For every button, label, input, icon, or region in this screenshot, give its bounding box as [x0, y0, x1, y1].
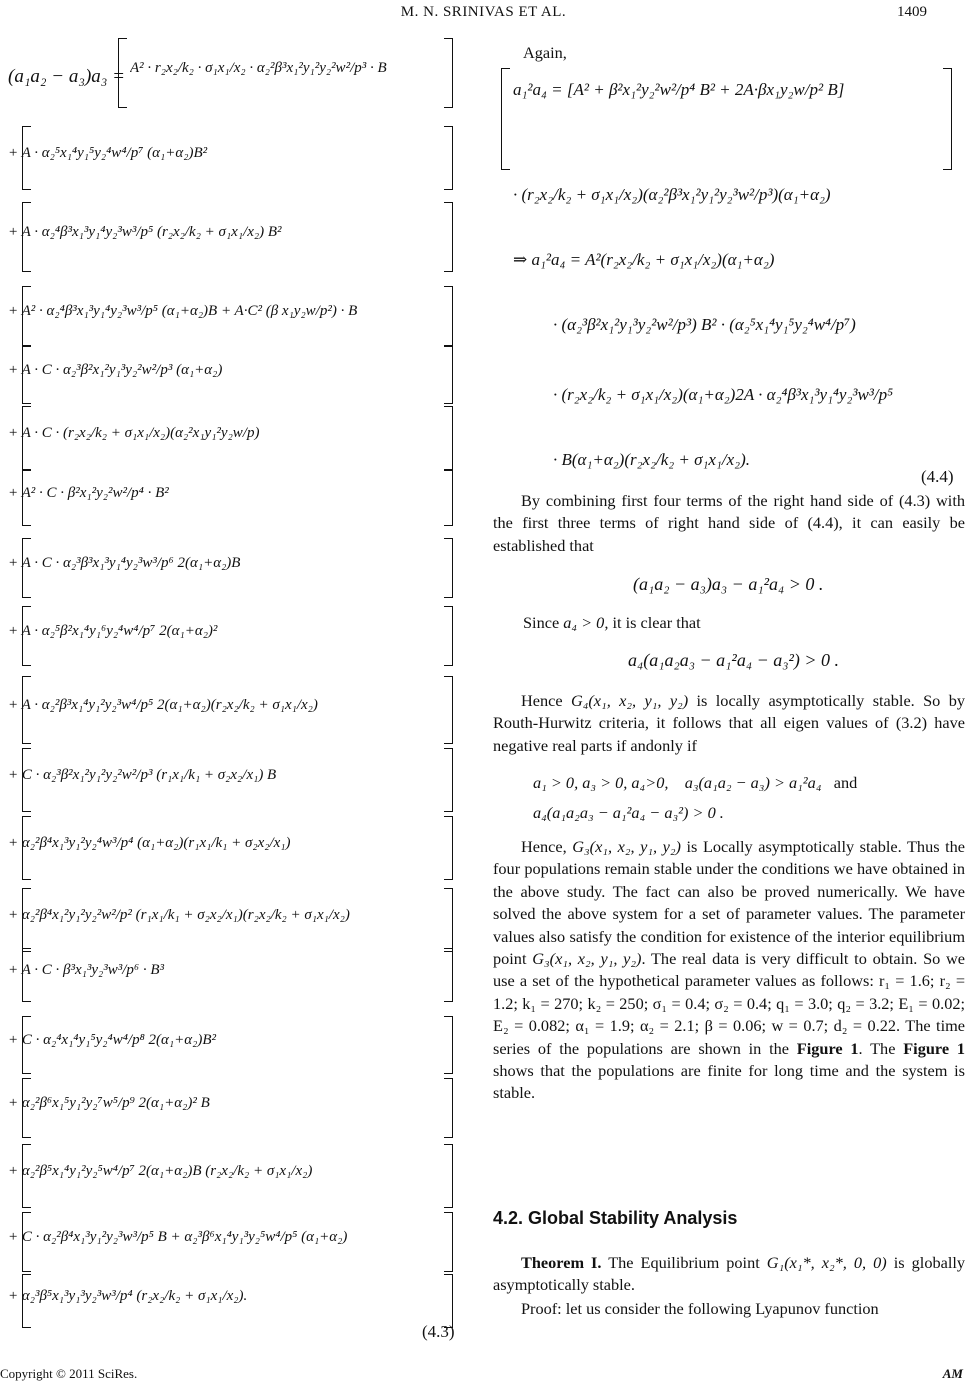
paragraph-since [523, 612, 963, 634]
hence-text: Hence [521, 691, 563, 710]
equation-label-4-3: (4.3) [422, 1322, 455, 1341]
equation-term: + A · α₂⁵x₁⁴y₁⁵y₂⁴w⁴/p⁷ (α₁+α₂)B² [8, 145, 208, 161]
equation-term: + A² · α₂⁴β³x₁³y₁⁴y₂³w³/p⁵ (α₁+α₂)B + A·C² (β x₁y₂w/p²) · B [8, 303, 358, 319]
since-suffix: it is clear that [612, 613, 701, 632]
term-bracket-right [444, 606, 453, 666]
term-bracket-right [444, 1016, 453, 1074]
inequality-2: a₄(a₁a₂a₃ − a₁²a₄ − a₃²) > 0 . [628, 650, 840, 670]
proof-paragraph: Proof: let us consider the following Lyapunov function [521, 1299, 879, 1318]
equation-term: + A · C · (r₂x₂/k₂ + σ₁x₁/x₂)(α₂²x₁y₁²y₂w/p) [8, 425, 260, 441]
term-bracket-right [444, 126, 453, 190]
equation-term: + α₂²β⁴x₁²y₁²y₂²w²/p² (r₁x₁/k₁ + σ₂x₂/x₁)(r₂x₂/k₂ + σ₁x₁/x₂) [8, 907, 350, 923]
page-number: 1409 [897, 4, 927, 20]
term-bracket-right [444, 948, 453, 1002]
conditions-line-2 [533, 802, 967, 824]
eq44-line4: · (α₂³β²x₁²y₁³y₂²w²/p³) B² · (α₂⁵x₁⁴y₁⁵y₂⁴w⁴/p⁷) [553, 315, 856, 334]
theorem-text-2: is globally asymptotically stable. [493, 1253, 966, 1295]
the-text: . The [858, 1038, 896, 1058]
again-label: Again, [523, 43, 567, 62]
condition-a: a₁ > 0, a₃ > 0, a₄>0, [533, 773, 669, 792]
equation-term: + α₂³β⁵x₁³y₁³y₂³w³/p⁴ (r₂x₂/k₂ + σ₁x₁/x₂). [8, 1288, 248, 1304]
g1-math: G₁(x₁*, x₂*, 0, 0) [766, 1253, 887, 1272]
term-bracket-right [444, 286, 453, 346]
term-bracket-right [444, 888, 453, 952]
equation-term: + A · α₂⁴β³x₁³y₁⁴y₂³w³/p⁵ (r₂x₂/k₂ + σ₁x₁/x₂) B² [8, 224, 282, 240]
condition-c: a₄(a₁a₂a₃ − a₁²a₄ − a₃²) > 0 . [533, 803, 724, 822]
term-bracket-right [444, 676, 453, 744]
theorem-label: Theorem I. [521, 1253, 602, 1272]
equation-term: + α₂²β⁶x₁⁵y₁²y₂⁷w⁵/p⁹ 2(α₁+α₂)² B [8, 1095, 210, 1111]
left-column [8, 30, 464, 1341]
eq44-line2: · (r₂x₂/k₂ + σ₁x₁/x₂)(α₂²β³x₁²y₁²y₂³w²/p³)(α₁+α₂) [513, 185, 831, 204]
eq44-line1: a₁²a₄ = [A² + β²x₁²y₂²w²/p⁴ B² + 2A·βx₁y₂w/p² B] [513, 80, 845, 99]
equation-term: + α₂²β⁴x₁³y₁²y₂⁴w³/p⁴ (α₁+α₂)(r₁x₁/k₁ + σ₂x₂/x₁) [8, 835, 291, 851]
page-header [40, 4, 927, 26]
stability-text: is Locally asymptotically stable. Thus the four populations remain stable under the conditions we have obtained in the above study. The fact can also be proved numerically. We have solved the above system for a set of parameter values. The parameter values also satisfy the condition for existence of the interior equilibrium point [493, 837, 966, 969]
copyright: Copyright © 2011 SciRes. [0, 1366, 138, 1381]
theorem-text: The Equilibrium point [608, 1253, 760, 1272]
bracket-left [501, 68, 510, 170]
term-bracket-right [444, 406, 453, 470]
theorem-paragraph [493, 1252, 965, 1297]
eq44-line6: · B(α₁+α₂)(r₂x₂/k₂ + σ₁x₁/x₂). [553, 450, 750, 469]
term-bracket-right [444, 1078, 453, 1138]
equation-term: + A · C · α₂³β³x₁³y₁⁴y₂³w³/p⁶ 2(α₁+α₂)B [8, 555, 241, 571]
g4-math: G₄(x₁, x₂, y₁, y₂) [570, 691, 689, 710]
hence-2-text: Hence, [521, 837, 567, 856]
equation-lhs: (a₁a₂ − a₃)a₃ = [8, 66, 125, 87]
equation-label-4-4: (4.4) [921, 467, 954, 486]
paragraph-hence-g3 [493, 836, 965, 1105]
equation-term: + A · C · β³x₁³y₂³w³/p⁶ · B³ [8, 962, 164, 978]
conditions-line-1 [533, 772, 967, 794]
equation-term: + C · α₂⁴x₁⁴y₁⁵y₂⁴w⁴/p⁸ 2(α₁+α₂)B² [8, 1032, 216, 1048]
section-heading: 4.2. Global Stability Analysis [493, 1208, 738, 1228]
eq44-line3: ⇒ a₁²a₄ = A²(r₂x₂/k₂ + σ₁x₁/x₂)(α₁+α₂) [513, 250, 775, 269]
bracket-right [943, 68, 952, 170]
equation-term: + C · α₂²β⁴x₁³y₁²y₂³w³/p⁵ B + α₂³β⁶x₁⁴y₁³y₂⁵w⁴/p⁵ (α₁+α₂) [8, 1229, 348, 1245]
term-bracket-right [444, 1274, 453, 1328]
since-math: a₄ > 0, [563, 613, 609, 632]
page-footer [0, 1366, 967, 1386]
figure-1-reference[interactable]: Figure 1 [796, 1038, 859, 1058]
journal-abbreviation: AM [942, 1366, 963, 1381]
term-bracket-right [444, 816, 453, 880]
paragraph-hence-g4 [493, 690, 965, 757]
equation-term: + A · α₂²β³x₁⁴y₁²y₂³w⁴/p⁵ 2(α₁+α₂)(r₂x₂/k₂ + σ₁x₁/x₂) [8, 697, 318, 713]
equation-term: + A · α₂⁵β²x₁⁴y₁⁶y₂⁴w⁴/p⁷ 2(α₁+α₂)² [8, 623, 218, 639]
finite-text: shows that the populations are finite for long time and the system is stable. [493, 1061, 965, 1103]
term-bracket-right [444, 1144, 453, 1208]
term-bracket-right [444, 538, 453, 598]
term-bracket-right [444, 748, 453, 812]
condition-and: and [833, 773, 858, 792]
figure-1-reference-2[interactable]: Figure 1 [903, 1038, 965, 1058]
term-bracket-left [118, 38, 127, 108]
eq44-line5: · (r₂x₂/k₂ + σ₁x₁/x₂)(α₁+α₂)2A · α₂⁴β³x₁³y₁⁴y₂³w³/p⁵ [553, 385, 894, 404]
equation-term: + α₂²β⁵x₁⁴y₁²y₂⁵w⁴/p⁷ 2(α₁+α₂)B (r₂x₂/k₂ + σ₁x₁/x₂) [8, 1163, 313, 1179]
paragraph-combining: By combining first four terms of the right hand side of (4.3) with the first three terms of right hand side of (4.4), it can easily be established that [493, 491, 965, 555]
term-bracket-right [444, 38, 453, 108]
inequality-1: (a₁a₂ − a₃)a₃ − a₁²a₄ > 0 . [633, 574, 824, 594]
term-bracket-right [444, 470, 453, 526]
condition-b: a₃(a₁a₂ − a₃) > a₁²a₄ [684, 773, 822, 792]
running-title: M. N. SRINIVAS ET AL. [400, 4, 567, 20]
term-bracket-right [444, 1212, 453, 1272]
right-column [493, 30, 967, 1330]
g3-math: G₃(x₁, x₂, y₁, y₂) [572, 837, 681, 856]
equation-term: + C · α₂³β²x₁²y₁²y₂²w²/p³ (r₁x₁/k₁ + σ₂x₂/x₁) B [8, 767, 277, 783]
routh-hurwitz-text: is locally asymptotically stable. So by Routh-Hurwitz criteria, it follows that all eigen values of (3.2) have negative real parts if andonly if [493, 691, 965, 755]
g3-math-2: G₃(x₁, x₂, y₁, y₂) [532, 949, 642, 969]
since-text: Since [523, 613, 560, 632]
equation-term: + A · C · α₂³β²x₁²y₁³y₂²w²/p³ (α₁+α₂) [8, 362, 223, 378]
parameter-text: . The real data is very difficult to obtain. So we use a set of the hypothetical parameter values as follows: r₁ = 1.6; r₂ = 1.2; k₁ = 270; k₂ = 250; σ₁ = 0.4; σ₂ = 0.4; q₁ = 3.0; q₂ = 3.2; E₁ = 0.02; E₂ = 0.082; α₁ = 1.9; α₂ = 2.1; β = 0.06; w = 0.7; d₂ = 0.22. The time series of the populations are shown in the [493, 949, 965, 1058]
term-bracket-right [444, 202, 453, 272]
term-bracket-right [444, 346, 453, 404]
equation-term: + A² · C · β²x₁²y₂²w²/p⁴ · B² [8, 485, 169, 501]
equation-term: A² · r₂x₂/k₂ · σ₁x₁/x₂ · α₂²β³x₁²y₁²y₂²w²/p³ · B [130, 60, 387, 76]
